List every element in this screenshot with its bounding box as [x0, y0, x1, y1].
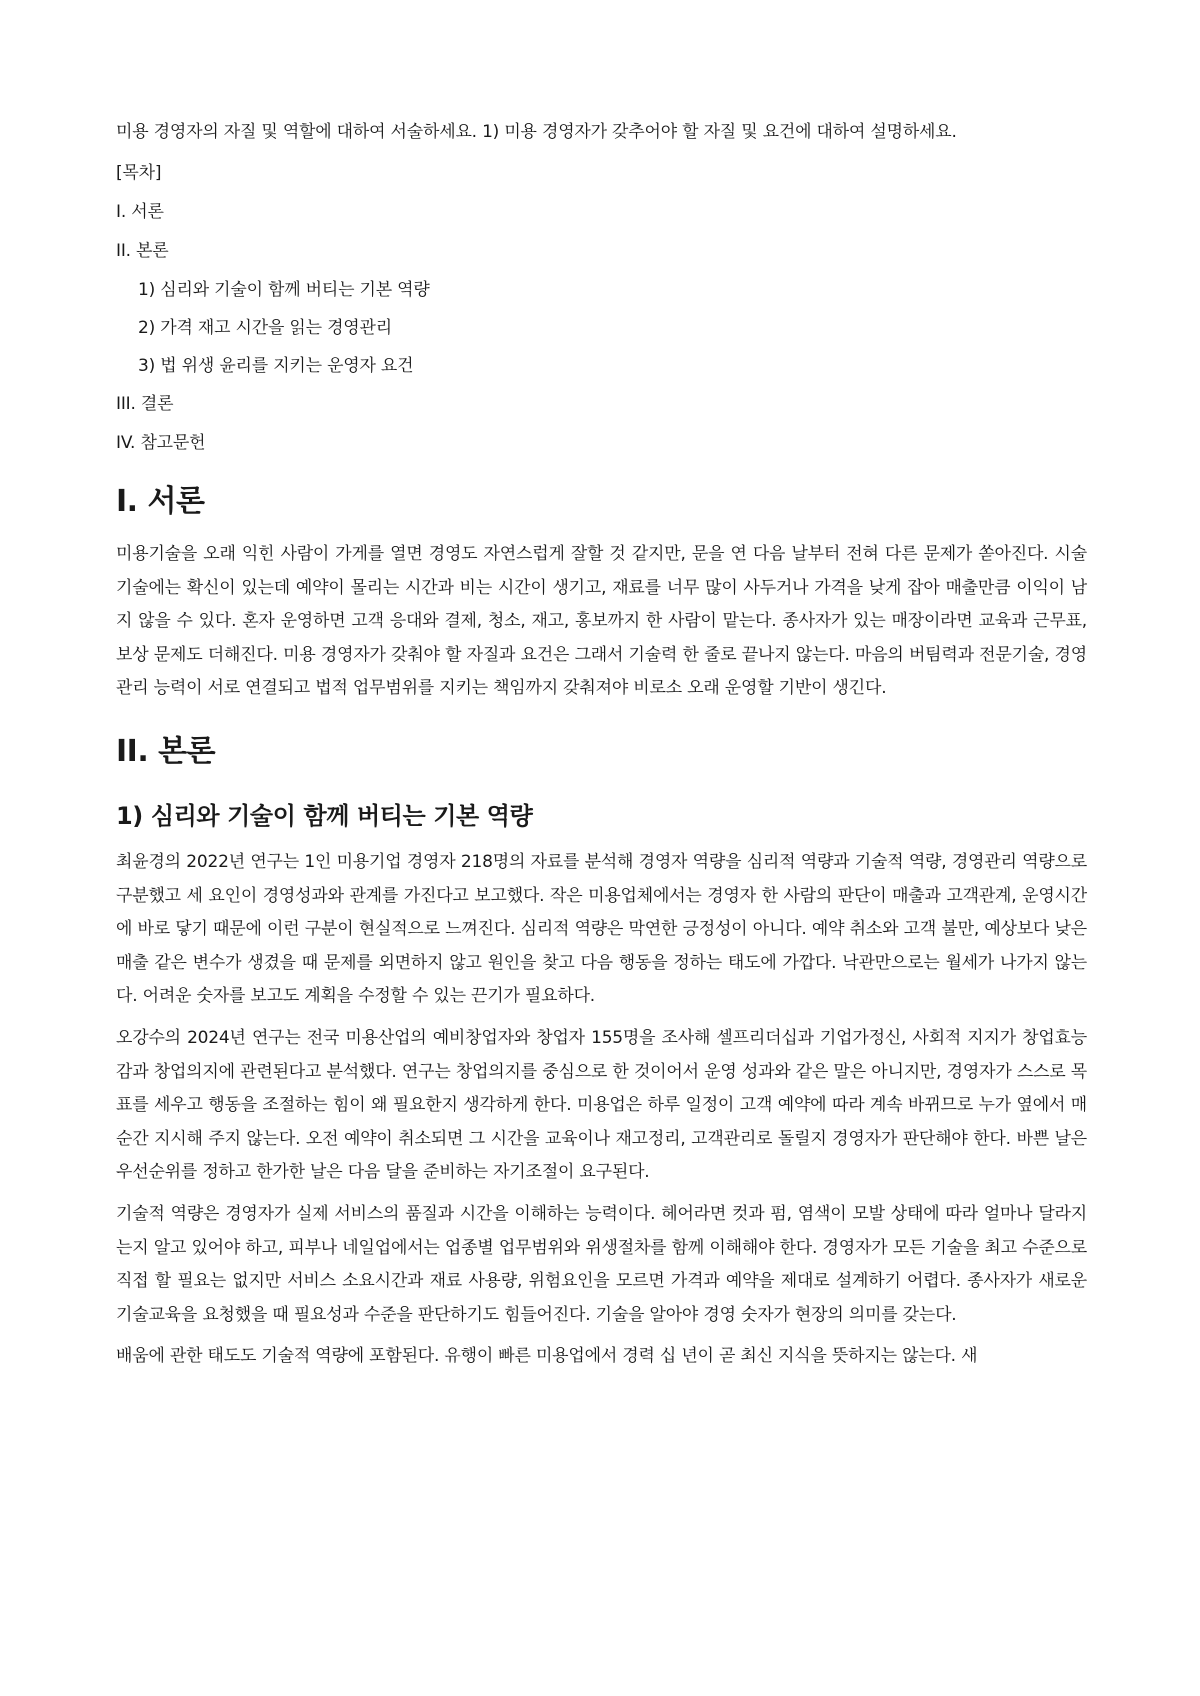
- section-heading-introduction: I. 서론: [116, 484, 205, 519]
- toc-item: IV. 참고문헌: [116, 433, 206, 453]
- assignment-question: 미용 경영자의 자질 및 역할에 대하여 서술하세요. 1) 미용 경영자가 갖추어야 할 자질 및 요건에 대하여 설명하세요.: [116, 122, 957, 142]
- toc-subitem: 1) 심리와 기술이 함께 버티는 기본 역량: [138, 280, 430, 300]
- body-paragraph: 오강수의 2024년 연구는 전국 미용산업의 예비창업자와 창업자 155명을 조사해 셀프리더십과 기업가정신, 사회적 지지가 창업효능감과 창업의지에 관련된다고 분석했다. 연구는 창업의지를 중심으로 한 것이어서 운영 성과와 같은 말은 아니지만, 경영자가 스스로 목표를 세우고 행동을 조절하는 힘이 왜 필요한지 생각하게 한다. 미용업은 하루 일정이 고객 예약에 따라 계속 바뀌므로 누가 옆에서 매 순간 지시해 주지 않는다. 오전 예약이 취소되면 그 시간을 교육이나 재고정리, 고객관리로 돌릴지 경영자가 판단해야 한다. 바쁜 날은 우선순위를 정하고 한가한 날은 다음 달을 준비하는 자기조절이 요구된다.: [116, 1027, 1087, 1183]
- body-paragraph: 배움에 관한 태도도 기술적 역량에 포함된다. 유행이 빠른 미용업에서 경력 십 년이 곧 최신 지식을 뜻하지는 않는다. 새: [116, 1346, 978, 1367]
- toc-item: II. 본론: [116, 241, 169, 261]
- subsection-heading: 1) 심리와 기술이 함께 버티는 기본 역량: [116, 801, 533, 830]
- section-heading-main-body: II. 본론: [116, 733, 216, 769]
- toc-heading: [목차]: [116, 163, 162, 183]
- toc-subitem: 2) 가격 재고 시간을 읽는 경영관리: [138, 318, 392, 338]
- toc-subitem: 3) 법 위생 윤리를 지키는 운영자 요건: [138, 356, 414, 376]
- body-paragraph: 최윤경의 2022년 연구는 1인 미용기업 경영자 218명의 자료를 분석해 경영자 역량을 심리적 역량과 기술적 역량, 경영관리 역량으로 구분했고 세 요인이 경영성과와 관계를 가진다고 보고했다. 작은 미용업체에서는 경영자 한 사람의 판단이 매출과 고객관계, 운영시간에 바로 닿기 때문에 이런 구분이 현실적으로 느껴진다. 심리적 역량은 막연한 긍정성이 아니다. 예약 취소와 고객 불만, 예상보다 낮은 매출 같은 변수가 생겼을 때 문제를 외면하지 않고 원인을 찾고 다음 행동을 정하는 태도에 가깝다. 낙관만으로는 월세가 나가지 않는다. 어려운 숫자를 보고도 계획을 수정할 수 있는 끈기가 필요하다.: [116, 851, 1087, 1007]
- toc-item: I. 서론: [116, 202, 164, 222]
- table-of-contents: [116, 160, 1087, 456]
- toc-item: III. 결론: [116, 394, 174, 414]
- body-paragraph: 미용기술을 오래 익힌 사람이 가게를 열면 경영도 자연스럽게 잘할 것 같지만, 문을 연 다음 날부터 전혀 다른 문제가 쏟아진다. 시술 기술에는 확신이 있는데 예약이 몰리는 시간과 비는 시간이 생기고, 재료를 너무 많이 사두거나 가격을 낮게 잡아 매출만큼 이익이 남지 않을 수 있다. 혼자 운영하면 고객 응대와 결제, 청소, 재고, 홍보까지 한 사람이 맡는다. 종사자가 있는 매장이라면 교육과 근무표, 보상 문제도 더해진다. 미용 경영자가 갖춰야 할 자질과 요건은 그래서 기술력 한 줄로 끝나지 않는다. 마음의 버팀력과 전문기술, 경영관리 능력이 서로 연결되고 법적 업무범위를 지키는 책임까지 갖춰져야 비로소 오래 운영할 기반이 생긴다.: [116, 544, 1087, 699]
- body-paragraph: 기술적 역량은 경영자가 실제 서비스의 품질과 시간을 이해하는 능력이다. 헤어라면 컷과 펌, 염색이 모발 상태에 따라 얼마나 달라지는지 알고 있어야 하고, 피부나 네일업에서는 업종별 업무범위와 위생절차를 함께 이해해야 한다. 경영자가 모든 기술을 최고 수준으로 직접 할 필요는 없지만 서비스 소요시간과 재료 사용량, 위험요인을 모르면 가격과 예약을 제대로 설계하기 어렵다. 종사자가 새로운 기술교육을 요청했을 때 필요성과 수준을 판단하기도 힘들어진다. 기술을 알아야 경영 숫자가 현장의 의미를 갖는다.: [116, 1203, 1087, 1325]
